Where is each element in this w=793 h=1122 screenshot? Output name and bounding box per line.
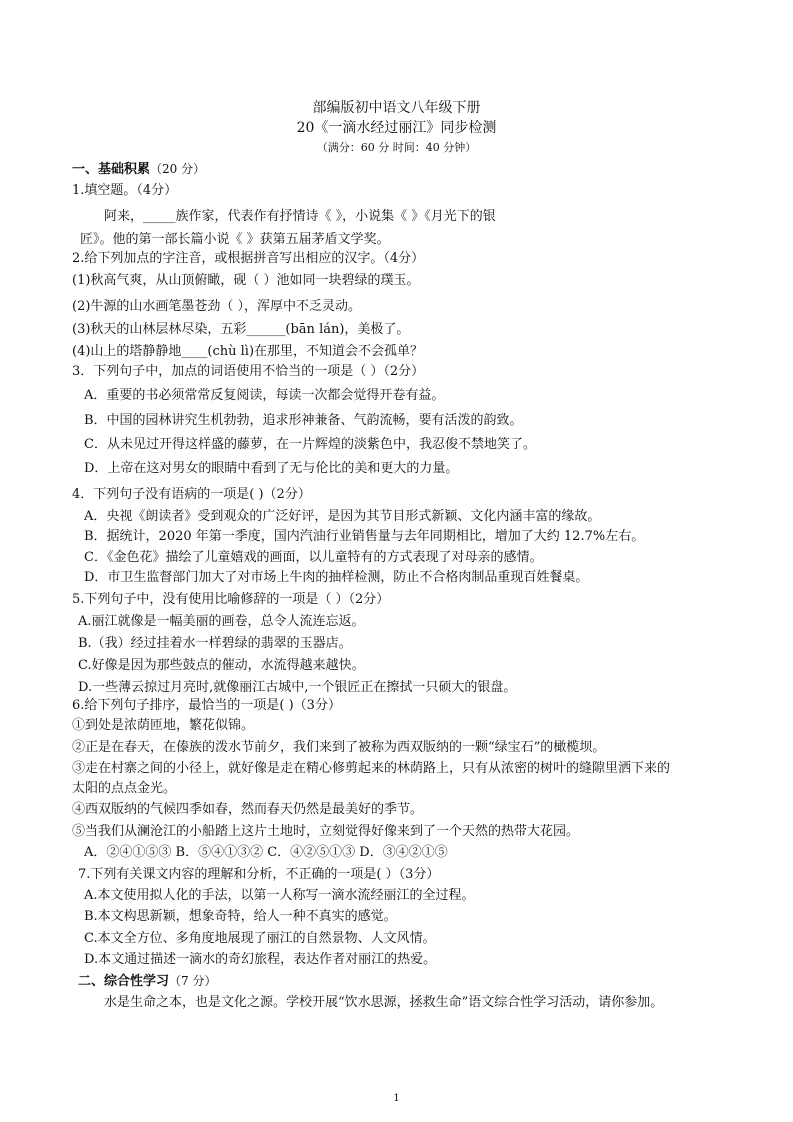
q2-item-3: (3)秋天的山林层林尽染，五彩______(bān lán)，美极了。 <box>72 322 410 337</box>
section2-intro: 水是生命之本，也是文化之源。学校开展“饮水思源，拯救生命”语文综合性学习活动，请你参加。 <box>104 995 664 1010</box>
q1-line1: 阿来，_____族作家，代表作有抒情诗《 》，小说集《 》《月光下的银 <box>104 209 496 224</box>
q2-stem: 2.给下列加点的字注音，或根据拼音写出相应的汉字。（4分） <box>72 251 425 266</box>
q6-sentence-4: ④西双版纳的气候四季如春，然而春天仍然是最美好的季节。 <box>72 802 424 817</box>
page-number: 1 <box>393 1093 400 1104</box>
q4-option-c: C．《金色花》描绘了儿童嬉戏的画面，以儿童特有的方式表现了对母亲的感情。 <box>84 550 543 565</box>
q7-option-c: C.本文全方位、多角度地展现了丽江的自然景物、人文风情。 <box>84 931 436 946</box>
q1-stem: 1.填空题。（4分） <box>72 183 178 198</box>
q6-stem: 6.给下列句子排序，最恰当的一项是( )（3分） <box>72 698 341 713</box>
q4-stem: 4．下列句子没有语病的一项是( )（2分） <box>72 487 311 502</box>
q7-stem: 7.下列有关课文内容的理解和分析，不正确的一项是( ）（3分） <box>78 867 440 882</box>
q3-option-c: C．从未见过开得这样盛的藤萝，在一片辉煌的淡紫色中，我忍俊不禁地笑了。 <box>84 437 536 452</box>
q5-option-c: C.好像是因为那些鼓点的催动，水流得越来越快。 <box>78 658 365 673</box>
q3-option-b: B．中国的园林讲究生机勃勃，追求形神兼备、气韵流畅，要有活泼的韵致。 <box>84 413 523 428</box>
document-title: 部编版初中语文八年级下册 <box>312 100 481 116</box>
q4-option-a: A．央视《朗读者》受到观众的广泛好评，是因为其节目形式新颖、文化内涵丰富的缘故。 <box>84 509 601 524</box>
q5-option-a: A.丽江就像是一幅美丽的画卷，总令人流连忘返。 <box>78 614 365 629</box>
q5-option-d: D.一些薄云掠过月亮时,就像丽江古城中,一个银匠正在擦拭一只硕大的银盘。 <box>78 680 517 695</box>
lesson-title: 20《一滴水经过丽江》同步检测 <box>296 120 497 136</box>
q3-option-d: D．上帝在这对男女的眼睛中看到了无与伦比的美和更大的力量。 <box>84 461 459 476</box>
q4-option-d: D．市卫生监督部门加大了对市场上牛肉的抽样检测，防止不合格肉制品重现百姓餐桌。 <box>84 570 589 585</box>
q6-options: A．②④①⑤③ B．⑤④①③② C．④②⑤①③ D．③④②①⑤ <box>84 845 448 860</box>
section1-heading: 一、基础积累（20 分） <box>72 162 206 177</box>
q2-item-2: (2)牛源的山水画笔墨苍劲（ ），浑厚中不乏灵动。 <box>72 299 362 314</box>
q4-option-b: B．据统计，2020 年第一季度，国内汽油行业销售量与去年同期相比，增加了大约 12.7%左右。 <box>84 529 645 544</box>
q5-stem: 5.下列句子中，没有使用比喻修辞的一项是（ ）（2分） <box>72 592 390 607</box>
q1-line2: 匠》。他的第一部长篇小说《 》获第五届茅盾文学奖。 <box>80 232 390 247</box>
q6-sentence-2: ②正是在春天，在傣族的泼水节前夕，我们来到了被称为西双版纳的一颗“绿宝石”的橄榄坝。 <box>72 740 606 755</box>
q7-option-a: A.本文使用拟人化的手法，以第一人称写一滴水流经丽江的全过程。 <box>84 888 475 903</box>
q2-item-1: (1)秋高气爽，从山顶俯瞰，砚（ ）池如同一块碧绿的璞玉。 <box>72 273 420 288</box>
q6-sentence-5: ⑤当我们从澜沧江的小船踏上这片土地时，立刻觉得好像来到了一个天然的热带大花园。 <box>72 824 580 839</box>
q5-option-b: B.（我）经过挂着水一样碧绿的翡翠的玉器店。 <box>78 636 352 651</box>
q3-stem: 3．下列句子中，加点的词语使用不恰当的一项是（ ）（2分） <box>72 364 425 379</box>
exam-meta: （满分：60 分 时间：40 分钟） <box>316 141 477 154</box>
q6-sentence-3-cont: 太阳的点点金光。 <box>72 781 177 796</box>
q2-item-4: (4)山上的塔静静地____(chù lì)在那里，不知道会不会孤单？ <box>72 344 424 359</box>
q6-sentence-1: ①到处是浓荫匝地，繁花似锦。 <box>72 718 255 733</box>
q7-option-d: D.本文通过描述一滴水的奇幻旅程，表达作者对丽江的热爱。 <box>84 952 437 967</box>
q6-sentence-3: ③走在村寨之间的小径上，就好像是走在精心修剪起来的林荫路上，只有从浓密的树叶的缝隙里洒下来的 <box>72 761 671 776</box>
q7-option-b: B.本文构思新颖，想象奇特，给人一种不真实的感觉。 <box>84 909 397 924</box>
q3-option-a: A．重要的书必须常常反复阅读，每读一次都会觉得开卷有益。 <box>84 388 445 403</box>
section2-heading: 二、综合性学习（7 分） <box>78 974 217 989</box>
